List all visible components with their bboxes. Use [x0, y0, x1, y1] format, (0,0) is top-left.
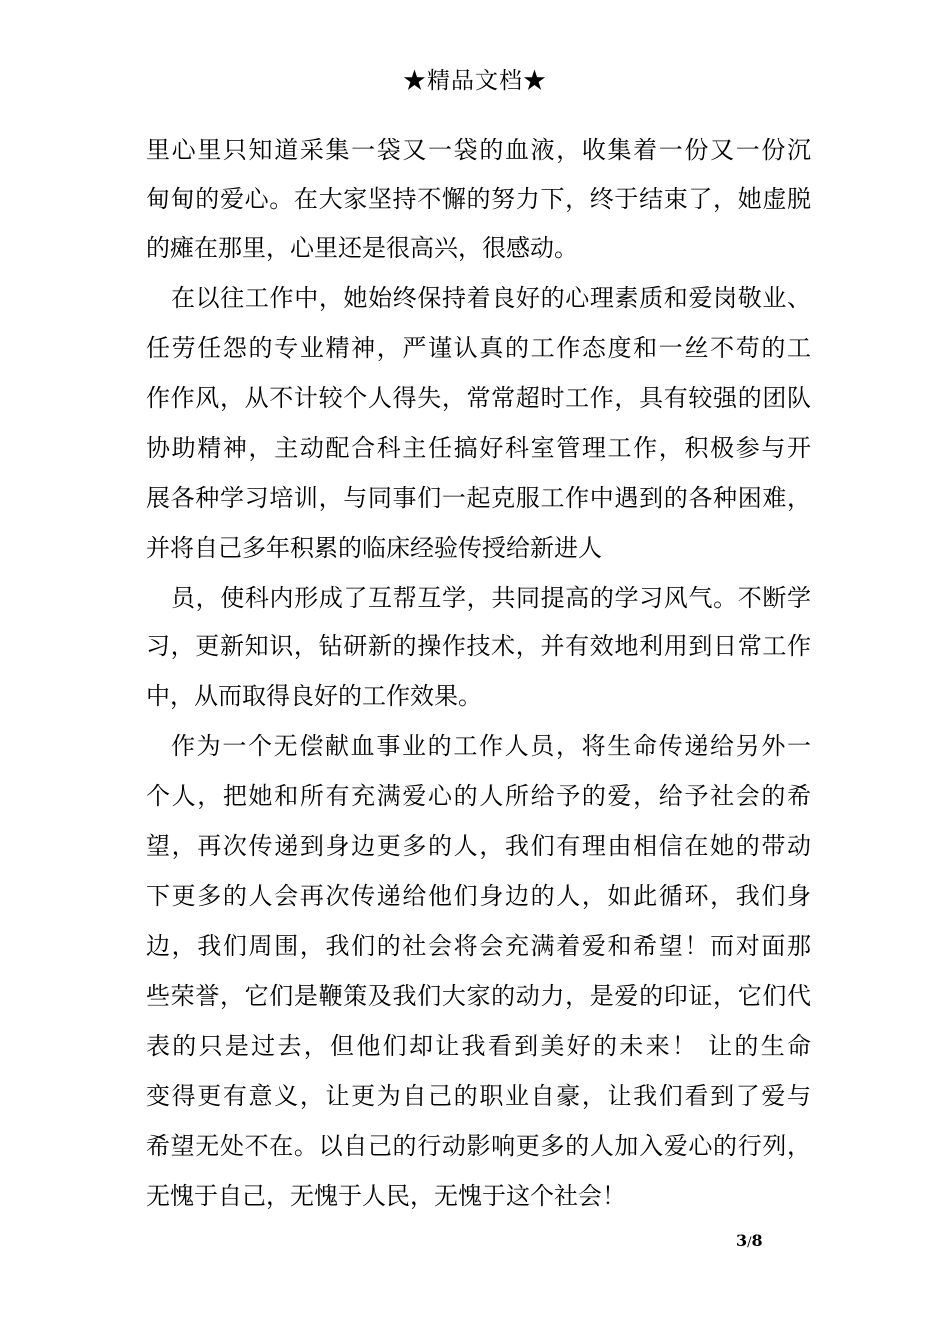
text-line: 展各种学习培训，与同事们一起克服工作中遇到的各种困难， [146, 484, 811, 512]
text-line: 协助精神，主动配合科主任搞好科室管理工作，积极参与开 [146, 434, 811, 462]
text-line: 作为一个无偿献血事业的工作人员，将生命传递给另外一 [171, 732, 811, 760]
text-line: 习，更新知识，钻研新的操作技术，并有效地利用到日常工作 [146, 632, 811, 660]
text-line: 员，使科内形成了互帮互学，共同提高的学习风气。不断学 [171, 584, 811, 612]
text-line: 个人，把她和所有充满爱心的人所给予的爱，给予社会的希 [146, 782, 811, 810]
text-line: 的瘫在那里，心里还是很高兴，很感动。 [146, 234, 578, 262]
document-header [0, 64, 950, 98]
text-line: 表的只是过去，但他们却让我看到美好的未来！ 让的生命 [146, 1032, 811, 1060]
page-number [736, 1230, 763, 1254]
text-line: 甸甸的爱心。在大家坚持不懈的努力下，终于结束了，她虚脱 [146, 185, 811, 213]
header-title: ★精品文档★ [403, 68, 547, 94]
text-line: 边，我们周围，我们的社会将会充满着爱和希望！而对面那 [146, 932, 811, 960]
text-line: 中，从而取得良好的工作效果。 [146, 682, 482, 710]
text-line: 并将自己多年积累的临床经验传授给新进人 [146, 534, 602, 562]
total-pages: 8 [751, 1231, 763, 1250]
text-line: 无愧于自己，无愧于人民，无愧于这个社会！ [146, 1182, 626, 1210]
text-line: 下更多的人会再次传递给他们身边的人，如此循环，我们身 [146, 882, 811, 910]
text-line: 任劳任怨的专业精神，严谨认真的工作态度和一丝不苟的工 [146, 334, 811, 362]
text-line: 在以往工作中，她始终保持着良好的心理素质和爱岗敬业、 [171, 284, 811, 312]
text-line: 些荣誉，它们是鞭策及我们大家的动力，是爱的印证，它们代 [146, 982, 811, 1010]
text-line: 希望无处不在。以自己的行动影响更多的人加入爱心的行列， [146, 1132, 811, 1160]
text-line: 作作风，从不计较个人得失，常常超时工作，具有较强的团队 [146, 384, 811, 412]
text-line: 里心里只知道采集一袋又一袋的血液，收集着一份又一份沉 [146, 136, 811, 164]
page-separator: / [747, 1235, 752, 1250]
current-page: 3 [736, 1231, 748, 1250]
text-line: 变得更有意义，让更为自己的职业自豪，让我们看到了爱与 [146, 1082, 811, 1110]
text-line: 望，再次传递到身边更多的人，我们有理由相信在她的带动 [146, 832, 811, 860]
